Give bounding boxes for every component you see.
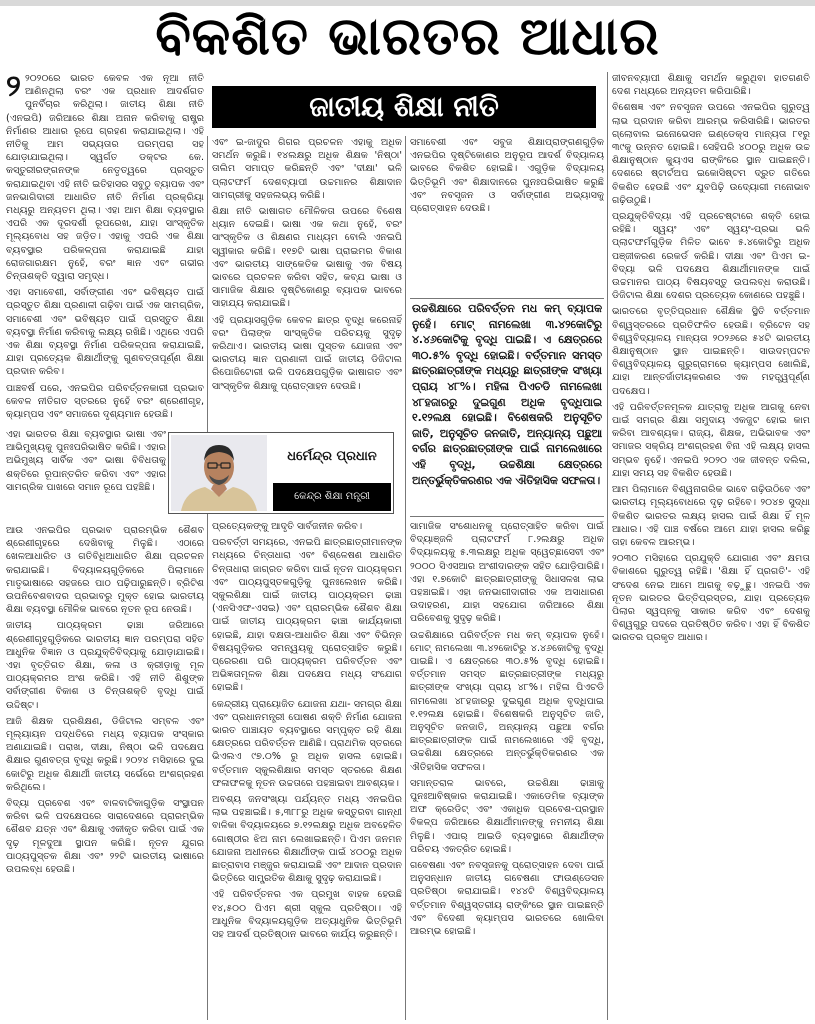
paragraph: ପାଞ୍ଚବର୍ଷ ପରେ, ଏନଇପିର ପରିବର୍ତ୍ତନକାରୀ ପ୍ରଭାବ କେବଳ ନୀତିଗତ ସ୍ତରରେ ନୁହେଁ ବରଂ ଶ୍ରେଣୀଗୃହ, କ୍ୟାମ୍ପସ ଏବଂ ସମାଜରେ ଦୃଶ୍ୟମାନ ହେଉଛି।	[6, 382, 204, 421]
column-rule	[207, 136, 208, 1020]
portrait-image	[171, 435, 267, 511]
paragraph: ଏହା ଭାରତର ଶିକ୍ଷା ବ୍ୟବସ୍ଥାର ଭାଷା ଏବଂ ଆଭିମୁଖ୍ୟକୁ ପୁନଃପରିଭାଷିତ କରିଛି। ଏହାର ଅଭିମୁଖ୍ୟ ସାର୍ବିକ ଏବଂ ଭାଷା ବିବିଧତାକୁ ଶକ୍ତିରେ ରୂପାନ୍ତରିତ କରିବା ଏବଂ ଏହାର ସାମଗ୍ରିକ ପାଖରେ ସମାନ ରୂପେ ପହଞ୍ଚିଛି।	[6, 429, 166, 493]
paragraph: ଏହି ପ୍ରୟାସଗୁଡ଼ିକ କେବଳ ଛାତ୍ର ବୃଦ୍ଧି କରେନାହିଁ ବରଂ ପିଲାଙ୍କ ସାଂସ୍କୃତିକ ପରିଚୟକୁ ସୁଦୃଢ଼ କରିଥାଏ। ଭାରତୀୟ ଭାଷା ପୁସ୍ତକ ଯୋଜନା ଏବଂ ଭାରତୀୟ ଜ୍ଞାନ ପ୍ରଣାଳୀ ପାଇଁ ଜାତୀୟ ଡିଜିଟାଲ ରିପୋଜିଟୋରୀ ଭଳି ପଦକ୍ଷେପଗୁଡ଼ିକ ଭାଷାଗତ ଏବଂ ସାଂସ୍କୃତିକ ଶିକ୍ଷାକୁ ପ୍ରୋତ୍ସାହନ ଦେଉଛି।	[212, 314, 402, 392]
column-1-bottom	[6, 524, 204, 1020]
paragraph: ଗବେଷଣା ଏବଂ ନବସୃଜନକୁ ପ୍ରୋତ୍ସାହନ ଦେବା ପାଇଁ ଅନୁସନ୍ଧାନ ଜାତୀୟ ଗବେଷଣା ଫାଉଣ୍ଡେସନ ପ୍ରତିଷ୍ଠା କରାଯାଇଛି। ୧୪୪ଟି ବିଶ୍ୱବିଦ୍ୟାଳୟ ବର୍ତ୍ତମାନ ବିଶ୍ୱସ୍ତରୀୟ ରାଙ୍କିଂରେ ସ୍ଥାନ ପାଇଛନ୍ତି ଏବଂ ବିଦେଶୀ କ୍ୟାମ୍ପସ ଭାରତରେ ଖୋଲିବା ଆରମ୍ଭ ହୋଇଛି।	[410, 860, 604, 938]
column-3-bottom	[410, 520, 604, 1020]
paragraph: ସାମାଜିକ ସଂଶୋଧନକୁ ପ୍ରୋତ୍ସାହିତ କରିବା ପାଇଁ ବିଦ୍ୟାଞ୍ଜଳି ପ୍ଲାଟଫର୍ମ ୮.୨ଲକ୍ଷରୁ ଅଧିକ ବିଦ୍ୟାଳୟକୁ ୫.୩ଲକ୍ଷରୁ ଅଧିକ ସ୍ୱେଚ୍ଛାସେବୀ ଏବଂ ୨୦୦୦ ସିଏସଆର ଅଂଶୀଦାରଙ୍କ ସହିତ ଯୋଡ଼ିପାରିଛି। ଏହା ୧.୭କୋଟି ଛାତ୍ରଛାତ୍ରୀଙ୍କୁ ସିଧାସଳଖ ଲାଭ ପହଞ୍ଚାଇଛି। ଏହା ଜନଭାଗୀଦାରୀର ଏକ ଅସାଧାରଣ ଉଦାହରଣ, ଯାହା ସହଯୋଗ ଜରିଆରେ ଶିକ୍ଷା ପରିବେଶକୁ ସୁଦୃଢ଼ କରିଛି।	[410, 521, 604, 625]
column-rule	[607, 72, 608, 1020]
paragraph: ଆଜି ଶିକ୍ଷକ ପ୍ରଶିକ୍ଷଣ, ଡିଜିଟାଲ ସମ୍ବଳ ଏବଂ ମୂଲ୍ୟାୟନ ପଦ୍ଧତିରେ ମଧ୍ୟ ବ୍ୟାପକ ସଂସ୍କାର ଅଣାଯାଇଛି। ପରାଖ, ଦୀକ୍ଷା, ନିଷ୍ଠା ଭଳି ପଦକ୍ଷେପ ଶିକ୍ଷାର ଗୁଣବତ୍ତା ବୃଦ୍ଧି କରୁଛି। ୨୦୨୪ ମସିହାରେ ଦୁଇ କୋଟିରୁ ଅଧିକ ଶିକ୍ଷାର୍ଥୀ ଜାତୀୟ ସର୍ଭେରେ ଅଂଶଗ୍ରହଣ କରିଥିଲେ।	[6, 715, 204, 793]
column-2-top	[212, 136, 402, 426]
paragraph: ଆଉ ଏନଇପିର ପ୍ରଭାବ ପ୍ରାରମ୍ଭିକ ଶୈଶବ ଶ୍ରେଣୀଗୃହରେ ଦେଖିବାକୁ ମିଳୁଛି। ଏଠାରେ ଖେଳଆଧାରିତ ଓ ଗତିବିଧିଆଧାରିତ ଶିକ୍ଷା ପ୍ରଚଳନ କରାଯାଇଛି। ବିଦ୍ୟାଳୟଗୁଡ଼ିକରେ ପିଲାମାନେ ମାତୃଭାଷାରେ ସହଜରେ ପାଠ ପଢ଼ିପାରୁଛନ୍ତି। ବ୍ରିଟିଶ ଉପନିବେଶବାଦର ପ୍ରଭାବରୁ ମୁକ୍ତ ହୋଇ ଭାରତୀୟ ଶିକ୍ଷା ବ୍ୟବସ୍ଥା ମୌଳିକ ଭାବରେ ନୂତନ ରୂପ ନେଉଛି।	[6, 525, 204, 616]
paragraph: ପରବର୍ତ୍ତୀ ସମୟରେ, ଏନଇପି ଛାତ୍ରଛାତ୍ରୀମାନଙ୍କ ମଧ୍ୟରେ ଚିନ୍ତାଧାରା ଏବଂ ବିଶ୍ଳେଷଣ ଆଧାରିତ ଚିନ୍ତାଧାରା ଜାଗ୍ରତ କରିବା ପାଇଁ ନୂତନ ପାଠ୍ୟକ୍ରମ ଏବଂ ପାଠ୍ୟପୁସ୍ତକଗୁଡ଼ିକୁ ପୁନଃଲେଖନ କରିଛି। ସ୍କୁଲଶିକ୍ଷା ପାଇଁ ଜାତୀୟ ପାଠ୍ୟକ୍ରମ ଢାଞ୍ଚା (ଏନସିଏଫ-ଏସଇ) ଏବଂ ପ୍ରାରମ୍ଭିକ ଶୈଶବ ଶିକ୍ଷା ପାଇଁ ଜାତୀୟ ପାଠ୍ୟକ୍ରମ ଢାଞ୍ଚା କାର୍ଯ୍ୟକାରୀ ହୋଇଛି, ଯାହା ଦକ୍ଷତା-ଆଧାରିତ ଶିକ୍ଷା ଏବଂ ବିଭିନ୍ନ ବିଷୟଗୁଡ଼ିକର ସମନ୍ୱୟକୁ ପ୍ରୋତ୍ସାହିତ କରୁଛି। ପ୍ରେରଣା ପରି ପାଠ୍ୟକ୍ରମ ପରିବର୍ତ୍ତନ ଏବଂ ଅଭିଜ୍ଞତାମୂଳକ ଶିକ୍ଷା ପଦକ୍ଷେପ ମଧ୍ୟ ସଂଯୋଗ ହୋଇଛି।	[212, 537, 402, 694]
pull-quote: ଉଚ୍ଚଶିକ୍ଷାରେ ପରିବର୍ତ୍ତନ ମଧ କମ୍ ବ୍ୟାପକ ନୁହେଁ। ମୋଟ୍ ନାମଲେଖା ୩.୪୨କୋଟିରୁ ୪.୪୬କୋଟିକୁ ବୃଦ୍ଧି ପାଇଛି। ଏ କ୍ଷେତ୍ରରେ ୩୦.୫% ବୃଦ୍ଧି ହୋଇଛି। ବର୍ତ୍ତମାନ ସମସ୍ତ ଛାତ୍ରଛାତ୍ରୀଙ୍କ ମଧ୍ୟରୁ ଛାତ୍ରୀଙ୍କ ସଂଖ୍ୟା ପ୍ରାୟ ୪୮%। ମହିଳା ପିଏଚଡି ନାମଲେଖା ୪୮ହଜାରରୁ ଦୁଇଗୁଣ ଅଧିକ ବୃଦ୍ଧିପାଇ ୧.୧୨ଲକ୍ଷ ହୋଇଛି। ବିଶେଷକରି ଅନୁସୂଚିତ ଜାତି, ଅନୁସୂଚିତ ଜନଜାତି, ଅନ୍ୟାନ୍ୟ ପଛୁଆ ବର୍ଗର ଛାତ୍ରଛାତ୍ରୀଙ୍କ ପାଇଁ ନାମଲେଖାରେ ଏହି ବୃଦ୍ଧି, ଉଚ୍ଚଶିକ୍ଷା କ୍ଷେତ୍ରରେ ଅନ୍ତର୍ଭୁକ୍ତିକରଣର ଏକ ଐତିହାସିକ ସଫଳତା।	[412, 302, 602, 487]
column-4	[612, 72, 810, 1020]
author-photo	[171, 435, 267, 511]
paragraph: ଏହା ସମାବେଶୀ, ସର୍ବାଙ୍ଗୀଣ ଏବଂ ଭବିଷ୍ୟତ ପାଇଁ ପ୍ରସ୍ତୁତ ଶିକ୍ଷା ପ୍ରଣାଳୀ ଗଢ଼ିବା ପାଇଁ ଏକ ସାମଗ୍ରିକ, ସମାବେଶୀ ଏବଂ ଭବିଷ୍ୟତ ପାଇଁ ପ୍ରସ୍ତୁତ ଶିକ୍ଷା ବ୍ୟବସ୍ଥା ନିର୍ମାଣ କରିବାକୁ ଲକ୍ଷ୍ୟ ରଖିଛି। ଏଥିରେ ଏପରି ଏକ ଶିକ୍ଷା ବ୍ୟବସ୍ଥା ନିର୍ମାଣ ପରିକଳ୍ପନା କରାଯାଇଛି, ଯାହା ପ୍ରତ୍ୟେକ ଶିକ୍ଷାର୍ଥୀଙ୍କୁ ଗୁଣବତ୍ତାପୂର୍ଣ୍ଣ ଶିକ୍ଷା ପ୍ରଦାନ କରିବ।	[6, 287, 204, 378]
author-name: ଧର୍ମେନ୍ଦ୍ର ପ୍ରଧାନ	[287, 449, 377, 464]
paragraph: ଏବଂ ଇ-ଜାଦୁର ଗିଗର ପ୍ରଚଳନ ଏହାକୁ ଅଧିକ ସମର୍ଥନ କରୁଛି। ୧୪ଲକ୍ଷରୁ ଅଧିକ ଶିକ୍ଷକ 'ନିଷ୍ଠା' ତାଲିମ ସମାପ୍ତ କରିଛନ୍ତି ଏବଂ 'ଦୀକ୍ଷା' ଭଳି ପ୍ଲାଟଫର୍ମ ଦେଶବ୍ୟାପୀ ଉଚ୍ଚମାନର ଶିକ୍ଷାଦାନ ସାମଗ୍ରୀକୁ ସହଜଲଭ୍ୟ କରିଛି।	[212, 137, 402, 201]
paragraph: ପ୍ରତ୍ୟେକଙ୍କୁ ଆଦୃତି ସାର୍ବଜନୀନ କରିବ।	[212, 521, 363, 532]
paragraph: ଏହି ପରିବର୍ତ୍ତନର ଏକ ପ୍ରମୁଖ ବାହକ ହେଉଛି ୧୪,୫୦୦ ପିଏମ ଶ୍ରୀ ସ୍କୁଲ ପ୍ରତିଷ୍ଠା। ଏହି ଆଧୁନିକ ବିଦ୍ୟାଳୟଗୁଡ଼ିକ ଅତ୍ୟାଧୁନିକ ଭିତ୍ତିଭୂମି ସହ ଆଦର୍ଶ ପ୍ରତିଷ୍ଠାନ ଭାବରେ କାର୍ଯ୍ୟ କରୁଛନ୍ତି।	[212, 889, 402, 941]
paragraph: ଜୀବନବ୍ୟାପୀ ଶିକ୍ଷାକୁ ସମର୍ଥନ କରୁଥିବା ହାତଗଣତି ଦେଶ ମଧ୍ୟରେ ଅନ୍ୟତମ କରିପାରିଛି।	[612, 73, 810, 98]
column-1-mid	[6, 428, 166, 520]
pullquote-rule-top	[410, 298, 604, 299]
paragraph: ଶିକ୍ଷା ନୀତି ଭାଷାଗତ ମୌଳିକତା ଉପରେ ବିଶେଷ ଧ୍ୟାନ ଦେଇଛି। ଭାଷା ଏକ କଥା ନୁହେଁ, ବରଂ ସାଂସ୍କୃତିକ ଓ ଶିକ୍ଷଣର ମାଧ୍ୟମ ବୋଲି ଏନଇପି ସ୍ୱୀକାର କରିଛି। ୧୧୭ଟି ଭାଷା ପ୍ରାଇମର ବିକାଶ ଏବଂ ଭାରତୀୟ ସାଙ୍କେତିକ ଭାଷାକୁ ଏକ ବିଷୟ ଭାବରେ ପ୍ରଚଳନ କରିବା ସହିତ, କବ୍ଯ ଭାଷା ଓ ସାମାଜିକ ଶିକ୍ଷାର ଦୃଷ୍ଟିକୋଣରୁ ବ୍ୟାପକ ଭାବରେ ସାହାଯ୍ୟ କରାଯାଇଛି।	[212, 206, 402, 310]
column-rule	[405, 136, 406, 1020]
paragraph: ଉଚ୍ଚଶିକ୍ଷାରେ ପରିବର୍ତ୍ତନ ମଧ କମ୍ ବ୍ୟାପକ ନୁହେଁ। ମୋଟ୍ ନାମଲେଖା ୩.୪୨କୋଟିରୁ ୪.୪୬କୋଟିକୁ ବୃଦ୍ଧି ପାଇଛି। ଏ କ୍ଷେତ୍ରରେ ୩୦.୫% ବୃଦ୍ଧି ହୋଇଛି। ବର୍ତ୍ତମାନ ସମସ୍ତ ଛାତ୍ରଛାତ୍ରୀଙ୍କ ମଧ୍ୟରୁ ଛାତ୍ରୀଙ୍କ ସଂଖ୍ୟା ପ୍ରାୟ ୪୮%। ମହିଳା ପିଏଚଡି ନାମଲେଖା ୪୮ହଜାରରୁ ଦୁଇଗୁଣ ଅଧିକ ବୃଦ୍ଧିପାଇ ୧.୧୨ଲକ୍ଷ ହୋଇଛି। ବିଶେଷକରି ଅନୁସୂଚିତ ଜାତି, ଅନୁସୂଚିତ ଜନଜାତି, ଅନ୍ୟାନ୍ୟ ପଛୁଆ ବର୍ଗର ଛାତ୍ରଛାତ୍ରୀଙ୍କ ପାଇଁ ନାମଲେଖାରେ ଏହି ବୃଦ୍ଧି, ଉଚ୍ଚଶିକ୍ଷା କ୍ଷେତ୍ରରେ ଅନ୍ତର୍ଭୁକ୍ତିକରଣର ଏକ ଐତିହାସିକ ସଫଳତା।	[410, 629, 604, 773]
drop-cap: ୨	[6, 72, 21, 104]
paragraph: ପ୍ରଯୁକ୍ତିବିଦ୍ୟା ଏହି ପ୍ରଚେଷ୍ଟାରେ ଶକ୍ତି ହୋଇ ରହିଛି। ସ୍ୱୟଂ ଏବଂ ସ୍ୱୟଂ-ପ୍ରଭା ଭଳି ପ୍ଲାଟଫର୍ମଗୁଡ଼ିକ ମିଳିତ ଭାବେ ୫.୪କୋଟିରୁ ଅଧିକ ପଞ୍ଜୀକରଣ ରେକର୍ଡ କରିଛି। ଦୀକ୍ଷା ଏବଂ ପିଏମ ଇ-ବିଦ୍ୟା ଭଳି ପଦକ୍ଷେପ ଶିକ୍ଷାର୍ଥୀମାନଙ୍କ ପାଇଁ ଉଚ୍ଚମାନର ପାଠ୍ୟ ବିଷୟବସ୍ତୁ ଉପଲବ୍ଧ କରାଉଛି। ଡିଜିଟାଲ ଶିକ୍ଷା ଦେଶର ପ୍ରତ୍ୟେକ କୋଣରେ ପହଞ୍ଚୁଛି।	[612, 211, 810, 302]
paragraph: ଅବଶ୍ୟ ଜନସଂଖ୍ୟା ପର୍ଯ୍ୟନ୍ତ ମଧ୍ୟ ଏନଇପିର ଲାଭ ପହଞ୍ଚାଇଛି। ୫,୩୮୮ରୁ ଅଧିକ କସ୍ତୁରବା ଗାନ୍ଧୀ ବାଳିକା ବିଦ୍ୟାଳୟରେ ୭.୧୨ଲକ୍ଷରୁ ଅଧିକ ଅବହେଳିତ ଗୋଷ୍ଠୀର ଝିଅ ନାମ ଲେଖାଇଛନ୍ତି। ପିଏମ ଜନମନ ଯୋଜନା ଅଧୀନରେ ଶିକ୍ଷାର୍ଥୀଙ୍କ ପାଇଁ ୪୦୦ରୁ ଅଧିକ ଛାତ୍ରାବାସ ମଞ୍ଜୁର କରାଯାଇଛି ଏବଂ ଆଦାନ ପ୍ରଦାନ ଭିତ୍ତିରେ ସାମ୍ପ୍ରତିକ ଶିକ୍ଷାକୁ ସୁଦୃଢ଼ କରାଯାଇଛି।	[212, 794, 402, 885]
headline: ବିକଶିତ ଭାରତର ଆଧାର	[155, 7, 660, 67]
author-role: କେନ୍ଦ୍ର ଶିକ୍ଷା ମନ୍ତ୍ରୀ	[273, 483, 391, 511]
column-1-top	[6, 72, 204, 424]
paragraph: କେନ୍ଦ୍ରୀୟ ପ୍ରାୟୋଜିତ ଯୋଜନା ଯଥା- ସମଗ୍ର ଶିକ୍ଷା ଏବଂ ପ୍ରଧାନମନ୍ତ୍ରୀ ପୋଷଣ ଶକ୍ତି ନିର୍ମାଣ ଯୋଜନା ଭାରତ ପାଞ୍ଚାୟତ ବ୍ୟବସ୍ଥାରେ ସମ୍ପୃକ୍ତ ରହି ଶିକ୍ଷା କ୍ଷେତ୍ରରେ ପରିବର୍ତ୍ତନ ଆଣିଛି। ପ୍ରାଥମିକ ସ୍ତରରେ ଭିଏଲଏ ୯୭.୦% ରୁ ଅଧିକ ହାସଲ ହୋଇଛି। ବର୍ତ୍ତମାନ ସ୍କୁଲଶିକ୍ଷାର ସମସ୍ତ ସ୍ତରରେ ଶିକ୍ଷଣ ଫଳାଫଳକୁ ନୂତନ ଉଚ୍ଚତାରେ ପହଞ୍ଚାଇବା ଆବଶ୍ୟକ।	[212, 698, 402, 789]
paragraph: ଜାତୀୟ ପାଠ୍ୟକ୍ରମ ଢାଞ୍ଚା ଜରିଆରେ ଶ୍ରେଣୀଗୃହଗୁଡ଼ିକରେ ଭାରତୀୟ ଜ୍ଞାନ ପରମ୍ପରା ସହିତ ଆଧୁନିକ ବିଜ୍ଞାନ ଓ ପ୍ରଯୁକ୍ତିବିଦ୍ୟାକୁ ଯୋଡ଼ାଯାଇଛି। ଏହା ବୃତ୍ତିଗତ ଶିକ୍ଷା, କଳା ଓ କ୍ରୀଡ଼ାକୁ ମୂଳ ପାଠ୍ୟକ୍ରମର ଅଂଶ କରିଛି। ଏହି ନୀତି ଶିଶୁଙ୍କ ସର୍ବାଙ୍ଗୀଣ ବିକାଶ ଓ ଚିନ୍ତାଶକ୍ତି ବୃଦ୍ଧି ପାଇଁ ଉଦ୍ଦିଷ୍ଟ।	[6, 620, 204, 711]
author-profile	[168, 432, 394, 514]
subhead-banner: ଜାତୀୟ ଶିକ୍ଷା ନୀତି	[212, 86, 596, 128]
paragraph	[6, 72, 204, 283]
column-2-bottom	[212, 520, 402, 1020]
paragraph-text: ୨୦୨୦ରେ ଭାରତ କେବଳ ଏକ ନୂଆ ନୀତି ଆଣିନଥିଲା ବରଂ ଏକ ପ୍ରଧାନ ଆଦର୍ଶଗତ ପୁନର୍ବିଚାର କରିଥିଲା। ଜାତୀୟ ଶିକ୍ଷା ନୀତି (ଏନଇପି) ଜରିଆରେ ଶିକ୍ଷା ଅନାନ କରିବାକୁ ରାଷ୍ଟ୍ର ନିର୍ମାଣର ଆଧାର ରୂପେ ଗ୍ରହଣ କରାଯାଇଥିଲା। ଏହି ନୀତିକୁ ଆମ ସଭ୍ୟତାର ପରମ୍ପରା ସହ ଯୋଡ଼ାଯାଇଥିଲା। ସ୍ୱର୍ଗତ ଡକ୍ଟର କେ. କସ୍ତୁରୀରଙ୍ଗନଙ୍କ ନେତୃତ୍ୱରେ ପ୍ରସ୍ତୁତ କରାଯାଇଥିବା ଏହି ନୀତି ଇତିହାସର ସବୁଠୁ ବ୍ୟାପକ ଏବଂ ଜନଭାଗିଦାରୀ ଆଧାରିତ ନୀତି ନିର୍ମାଣ ପ୍ରକ୍ରିୟା ମଧ୍ୟରୁ ଅନ୍ୟତମ ଥିଲା। ଏହା ଆମ ଶିକ୍ଷା ବ୍ୟବସ୍ଥାର ଏପରି ଏକ ଦୂରଦର୍ଶୀ ରୂପରେଖ, ଯାହା ସାଂସ୍କୃତିକ ମୂଲ୍ୟବୋଧ ସହ ଜଡ଼ିତ। ଏହାକୁ ଏପରି ଏକ ଶିକ୍ଷା ବ୍ୟବସ୍ଥାର ପରିକଳ୍ପନା କରାଯାଇଛି ଯାହା ରୋଜଗାରକ୍ଷମ ନୁହେଁ, ବରଂ ଜ୍ଞାନ ଏବଂ ଗଭୀର ଚିନ୍ତାଶକ୍ତି ଦ୍ୱାରା ସମୃଦ୍ଧ।	[6, 73, 204, 283]
paragraph: ସମାନ୍ତରାଳ ଭାବରେ, ଉଚ୍ଚଶିକ୍ଷା ଢାଞ୍ଚାକୁ ପୁନଃଆବିଷ୍କାର କରାଯାଇଛି। ଏକାଡେମିକ ବ୍ୟାଙ୍କ ଅଫ କ୍ରେଡିଟ୍ ଏବଂ ଏକାଧିକ ପ୍ରବେଶ-ପ୍ରସ୍ଥାନ ବିକଳ୍ପ ଜରିଆରେ ଶିକ୍ଷାର୍ଥୀମାନଙ୍କୁ ନମନୀୟ ଶିକ୍ଷା ମିଳୁଛି। ଏପାର୍ ଆଇଡି ବ୍ୟବସ୍ଥାରେ ଶିକ୍ଷାର୍ଥୀଙ୍କ ପରିଚୟ ଏକତ୍ରିତ ହୋଇଛି।	[410, 777, 604, 855]
paragraph: ଏହି ପରିବର୍ତ୍ତନମୂଳକ ଯାତ୍ରାକୁ ଅଧିକ ଆଗକୁ ନେବା ପାଇଁ ସମଗ୍ର ଶିକ୍ଷା ସମୁଦାୟ ଏକଜୁଟ ହୋଇ କାମ କରିବା ଆବଶ୍ୟକ। ରାଜ୍ୟ, ଶିକ୍ଷକ, ଅଭିଭାବକ ଏବଂ ସମାଜର ସକ୍ରିୟ ଅଂଶଗ୍ରହଣ ବିନା ଏହି ଲକ୍ଷ୍ୟ ହାସଲ ସମ୍ଭବ ନୁହେଁ। ଏନଇପି ୨୦୨୦ ଏକ ଜୀବନ୍ତ ଦଲିଲ, ଯାହା ସମୟ ସହ ବିକଶିତ ହେଉଛି।	[612, 401, 810, 479]
paragraph: ୨୦୩୦ ମସିହାରେ ପ୍ରଯୁକ୍ତି ଯୋଗାଣ ଏବଂ କ୍ଷମତା ବିକାଶରେ ଗୁରୁତ୍ୱ ରହିଛି। 'ଶିକ୍ଷା ହିଁ ପ୍ରଗତି'- ଏହି ସଂଦେଶ ନେଇ ଆମେ ଆଗକୁ ବଢ଼ୁଛୁ। ଏନଇପି ଏକ ନୂତନ ଭାରତର ଭିତ୍ତିପ୍ରସ୍ତର, ଯାହା ପ୍ରତ୍ୟେକ ପିଲାର ସ୍ୱପ୍ନକୁ ସାକାର କରିବ ଏବଂ ଦେଶକୁ ବିଶ୍ୱଗୁରୁ ପଦରେ ପ୍ରତିଷ୍ଠିତ କରିବ। ଏହା ହିଁ ବିକଶିତ ଭାରତର ପ୍ରକୃତ ଆଧାର।	[612, 553, 810, 644]
column-3-top	[410, 136, 604, 296]
pullquote-rule-bottom	[410, 516, 604, 517]
paragraph: ବିଦ୍ୟା ପ୍ରବେଶ ଏବଂ ବାଳବାଟିକାଗୁଡ଼ିକ ସଂସ୍ଥାପନ କରିବା ଭଳି ପଦକ୍ଷେପରେ ସାରାଦେଶରେ ପ୍ରାରମ୍ଭିକ ଶୈଶବ ଯତ୍ନ ଏବଂ ଶିକ୍ଷାକୁ ଏକୀକୃତ କରିବା ପାଇଁ ଏକ ଦୃଢ଼ ମୂଳଦୁଆ ସ୍ଥାପନ କରିଛି। ନୂତନ ଯୁଗର ପାଠ୍ୟପୁସ୍ତକ ଶିକ୍ଷା ଏବଂ ୨୨ଟି ଭାରତୀୟ ଭାଷାରେ ଉପଲବ୍ଧ ହେଉଛି।	[6, 798, 204, 876]
paragraph: ବିଶେଷଜ୍ଞ ଏବଂ ନବସୃଜନ ଉପରେ ଏନଇପିର ଗୁରୁତ୍ୱ ଲାଭ ପ୍ରଦାନ କରିବା ଆରମ୍ଭ କରିସାରିଛି। ଭାରତର ଗ୍ଲୋବାଲ ଇନୋଭେସନ ଇଣ୍ଡେକ୍ସ ମାନ୍ୟତା ୮୧ରୁ ୩୯କୁ ଉନ୍ନତ ହୋଇଛି। ସେହିପରି ୪୦୦ରୁ ଅଧିକ ଉଚ୍ଚ ଶିକ୍ଷାନୁଷ୍ଠାନ କ୍ୟୁଏସ ରାଙ୍କିଂରେ ସ୍ଥାନ ପାଇଛନ୍ତି। ଦେଶରେ ଷ୍ଟାର୍ଟଅପ ଇକୋସିଷ୍ଟମ ଦ୍ରୁତ ଗତିରେ ବିକଶିତ ହେଉଛି ଏବଂ ଯୁବପିଢ଼ି ଉଦ୍ୟୋଗୀ ମନୋଭାବ ଗଢ଼ିଉଠୁଛି।	[612, 102, 810, 206]
paragraph: ଭାରତରେ ବୃତ୍ତିପ୍ରଧାନ ଶୈକ୍ଷିକ ସ୍ଥିତି ବର୍ତ୍ତମାନ ବିଶ୍ୱସ୍ତରରେ ପ୍ରତିଫଳିତ ହେଉଛି। ବ୍ରିଟେନ ସହ ବିଶ୍ୱବିଦ୍ୟାଳୟ ମାନ୍ୟତା ୨୦୨୬ରେ ୫୪ଟି ଭାରତୀୟ ଶିକ୍ଷାନୁଷ୍ଠାନ ସ୍ଥାନ ପାଇଛନ୍ତି। ସାଉଦମ୍ପଟନ ବିଶ୍ୱବିଦ୍ୟାଳୟ ଗୁରୁଗ୍ରାମରେ କ୍ୟାମ୍ପସ ଖୋଲିଛି, ଯାହା ଆନ୍ତର୍ଜାତୀୟକରଣର ଏକ ମହତ୍ତ୍ୱପୂର୍ଣ୍ଣ ପଦକ୍ଷେପ।	[612, 306, 810, 397]
paragraph: ଆମ ପିଲାମାନେ ବିଶ୍ୱନାଗରିକ ଭାବେ ଗଢ଼ିଉଠିବେ ଏବଂ ଭାରତୀୟ ମୂଲ୍ୟବୋଧରେ ଦୃଢ଼ ରହିବେ। ୨୦୪୭ ସୁଦ୍ଧା ବିକଶିତ ଭାରତର ଲକ୍ଷ୍ୟ ହାସଲ ପାଇଁ ଶିକ୍ଷା ହିଁ ମୂଳ ଆଧାର। ଏହି ପାଞ୍ଚ ବର୍ଷରେ ଆମେ ଯାହା ହାସଲ କରିଛୁ ତାହା କେବଳ ଆରମ୍ଭ।	[612, 484, 810, 548]
paragraph: ସମାବେଶୀ ଏବଂ ସବୁଜ ଶିକ୍ଷାପ୍ରାଙ୍ଗଣଗୁଡ଼ିକ ଏନଇପିର ଦୃଷ୍ଟିକୋଣର ଅନୁରୂପ ଆଦର୍ଶ ବିଦ୍ୟାଳୟ ଭାବରେ ବିକଶିତ ହୋଇଛି। ଏଗୁଡ଼ିକ ବିଦ୍ୟାଳୟ ଭିତ୍ତିଭୂମି ଏବଂ ଶିକ୍ଷାଦାନରେ ପୁନଃପରିଭାଷିତ କରୁଛି ଏବଂ ନବସୃଜନ ଓ ସର୍ବାଙ୍ଗୀଣ ଅଭ୍ୟାସକୁ ପ୍ରୋତ୍ସାହନ ଦେଉଛି।	[410, 137, 604, 215]
